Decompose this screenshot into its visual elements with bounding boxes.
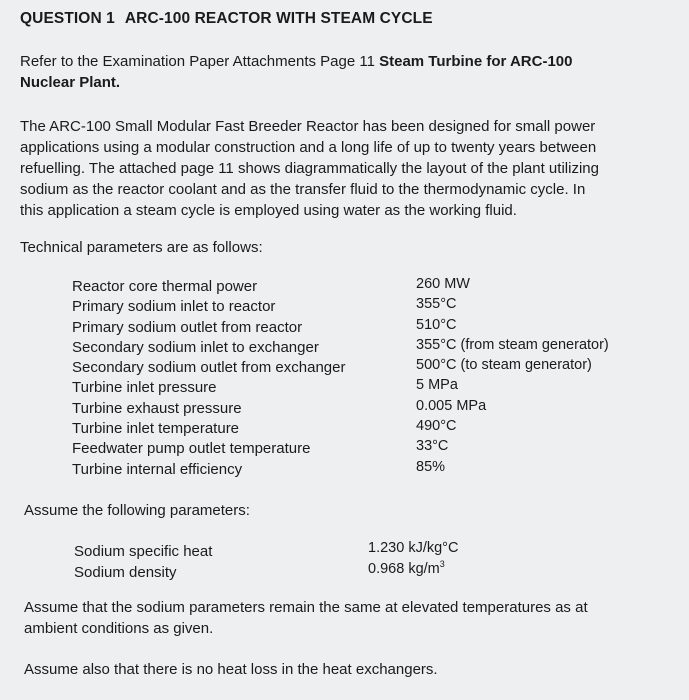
assume-same-paragraph bbox=[24, 597, 588, 639]
technical-param-label: Primary sodium inlet to reactor bbox=[72, 298, 276, 316]
intro-line: applications using a modular construction and a long life of up to twenty years between bbox=[20, 139, 597, 156]
sodium-param-values bbox=[368, 538, 458, 580]
technical-param-label: Turbine inlet temperature bbox=[72, 420, 240, 438]
technical-param-label: Turbine internal efficiency bbox=[72, 460, 243, 478]
technical-param-label: Turbine inlet pressure bbox=[72, 379, 217, 397]
technical-param-value: 490°C bbox=[416, 418, 457, 435]
technical-heading: Technical parameters are as follows: bbox=[20, 239, 263, 256]
intro-line: The ARC-100 Small Modular Fast Breeder Reactor has been designed for small power bbox=[20, 118, 596, 135]
question-number: QUESTION 1 bbox=[20, 10, 115, 27]
sodium-param-labels bbox=[74, 541, 212, 583]
refer-bold-text: Steam Turbine for ARC-100 bbox=[379, 53, 573, 70]
sodium-specific-heat-value: 1.230 kJ/kg°C bbox=[368, 540, 459, 556]
sodium-density-number: 0.968 kg/m bbox=[368, 561, 440, 577]
intro-line: sodium as the reactor coolant and as the transfer fluid to the thermodynamic cycle. In bbox=[20, 181, 586, 198]
technical-param-label: Reactor core thermal power bbox=[72, 278, 258, 295]
sodium-density-exponent: 3 bbox=[439, 559, 445, 569]
assume-heading: Assume the following parameters: bbox=[24, 502, 250, 519]
technical-param-value: 33°C bbox=[416, 438, 449, 455]
technical-param-value: 355°C (from steam generator) bbox=[416, 336, 609, 353]
question-heading: ARC-100 REACTOR WITH STEAM CYCLE bbox=[124, 10, 433, 27]
technical-param-label: Feedwater pump outlet temperature bbox=[72, 440, 311, 458]
assume-no-loss: Assume also that there is no heat loss in the heat exchangers. bbox=[24, 661, 438, 678]
sodium-density-value bbox=[368, 559, 458, 580]
technical-param-value: 0.005 MPa bbox=[416, 397, 487, 414]
intro-paragraph bbox=[20, 116, 599, 221]
assume-same-line: Assume that the sodium parameters remain the same at elevated temperatures as at bbox=[24, 599, 588, 616]
technical-param-label: Primary sodium outlet from reactor bbox=[72, 318, 303, 336]
technical-param-label: Turbine exhaust pressure bbox=[72, 399, 242, 417]
technical-param-value: 260 MW bbox=[416, 276, 470, 292]
refer-paragraph bbox=[20, 51, 572, 93]
refer-bold-text-2: Nuclear Plant. bbox=[20, 74, 121, 91]
intro-line: refuelling. The attached page 11 shows diagrammatically the layout of the plant utilizing bbox=[20, 160, 599, 177]
technical-param-value: 510°C bbox=[416, 316, 457, 333]
technical-param-value: 500°C (to steam generator) bbox=[416, 357, 592, 374]
technical-param-value: 5 MPa bbox=[416, 377, 458, 394]
refer-text: Refer to the Examination Paper Attachments Page 11 bbox=[20, 53, 375, 70]
technical-param-values bbox=[416, 274, 609, 477]
question-title bbox=[20, 10, 433, 28]
technical-param-value: 85% bbox=[416, 458, 446, 475]
sodium-specific-heat-label: Sodium specific heat bbox=[74, 543, 213, 560]
intro-line: this application a steam cycle is employed using water as the working fluid. bbox=[20, 202, 517, 219]
technical-param-value: 355°C bbox=[416, 296, 457, 313]
technical-param-label: Secondary sodium inlet to exchanger bbox=[72, 338, 319, 356]
technical-param-labels bbox=[72, 277, 345, 480]
sodium-density-label: Sodium density bbox=[74, 564, 177, 581]
assume-same-line: ambient conditions as given. bbox=[24, 620, 214, 637]
technical-param-label: Secondary sodium outlet from exchanger bbox=[72, 359, 346, 377]
